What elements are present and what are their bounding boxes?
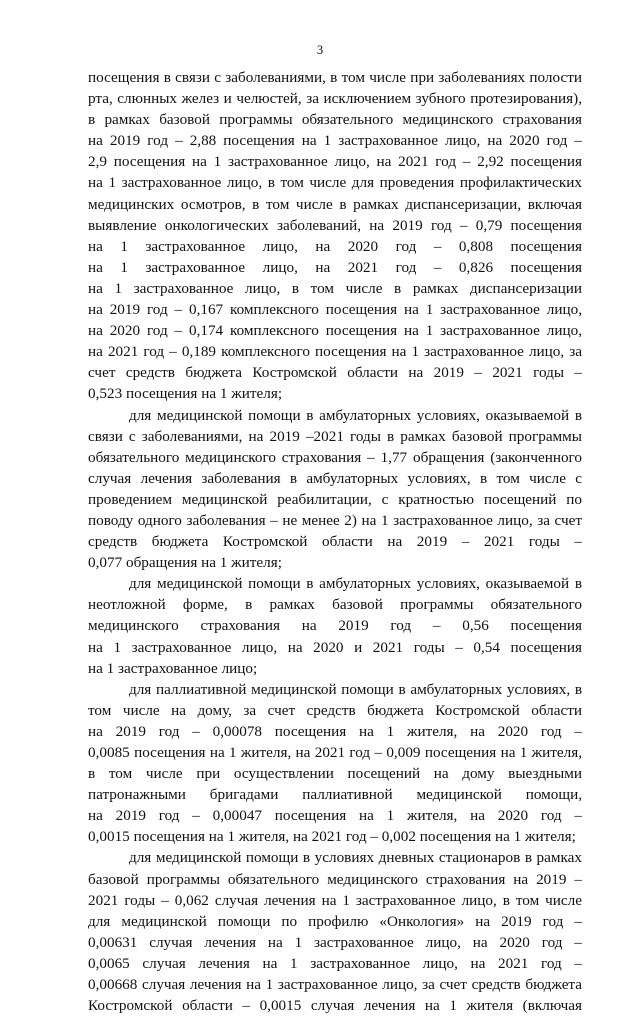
text-line: на 2019 год – 2,88 посещения на 1 застрахованное лицо, на 2020 год –	[88, 132, 582, 150]
text-line: обязательного медицинского страхования – 1,77 обращения (законченного	[88, 448, 582, 466]
text-line: неотложной форме, в рамках базовой программы обязательного	[88, 596, 582, 614]
text-line: на 2019 год – 0,00078 посещения на 1 жителя, на 2020 год –	[88, 722, 582, 740]
paragraph	[88, 847, 582, 1016]
text-line: на 2019 год – 0,167 комплексного посещения на 1 застрахованное лицо,	[88, 301, 582, 319]
text-line: рта, слюнных желез и челюстей, за исключением зубного протезирования),	[88, 90, 582, 108]
text-line: на 1 застрахованное лицо;	[88, 659, 258, 677]
text-line: счет средств бюджета Костромской области на 2019 – 2021 годы –	[88, 364, 582, 382]
text-line: на 1 застрахованное лицо, в том числе в рамках диспансеризации	[88, 279, 582, 297]
paragraph	[88, 405, 582, 574]
text-line: 0,077 обращения на 1 жителя;	[88, 554, 282, 572]
text-line: средств бюджета Костромской области на 2019 – 2021 годы –	[88, 533, 582, 551]
text-line: медицинских осмотров, в том числе в рамках диспансеризации, включая	[88, 195, 582, 213]
text-line: 0,00668 случая лечения на 1 застрахованное лицо, за счет средств бюджета	[88, 976, 582, 994]
text-line: на 1 застрахованное лицо, на 2020 год – 0,808 посещения	[88, 237, 582, 255]
page-number: 3	[316, 43, 324, 57]
text-line: на 1 застрахованное лицо, на 2021 год – 0,826 посещения	[88, 258, 582, 276]
text-line: 2021 годы – 0,062 случая лечения на 1 застрахованное лицо, в том числе	[88, 891, 582, 909]
paragraph	[88, 573, 582, 678]
text-line: 0,0065 случая лечения на 1 застрахованное лицо, на 2021 год –	[88, 954, 582, 972]
text-line: патронажными бригадами паллиативной медицинской помощи,	[88, 786, 582, 804]
text-line: для медицинской помощи в амбулаторных условиях, оказываемой в	[129, 406, 582, 424]
text-line: на 1 застрахованное лицо, в том числе для проведения профилактических	[88, 174, 582, 192]
paragraph	[88, 67, 582, 405]
text-line: для медицинской помощи в условиях дневных стационаров в рамках	[129, 849, 582, 867]
text-line: на 2020 год – 0,174 комплексного посещения на 1 застрахованное лицо,	[88, 322, 582, 340]
text-line: 2,9 посещения на 1 застрахованное лицо, на 2021 год – 2,92 посещения	[88, 153, 582, 171]
text-line: 0,0015 посещения на 1 жителя, на 2021 год – 0,002 посещения на 1 жителя;	[88, 828, 576, 846]
text-line: поводу одного заболевания – не менее 2) на 1 застрахованное лицо, за счет	[88, 511, 582, 529]
text-line: на 1 застрахованное лицо, на 2020 и 2021 годы – 0,54 посещения	[88, 638, 582, 656]
text-line: базовой программы обязательного медицинского страхования на 2019 –	[88, 870, 582, 888]
text-line: для медицинской помощи в амбулаторных условиях, оказываемой в	[129, 575, 582, 593]
text-line: проведением медицинской реабилитации, с кратностью посещений по	[88, 490, 582, 508]
paragraph	[88, 679, 582, 848]
text-line: случая лечения заболевания в амбулаторных условиях, в том числе с	[88, 469, 582, 487]
text-line: медицинского страхования на 2019 год – 0,56 посещения	[88, 617, 582, 635]
text-line: на 2021 год – 0,189 комплексного посещения на 1 застрахованное лицо, за	[88, 343, 582, 361]
text-line: 0,0085 посещения на 1 жителя, на 2021 год – 0,009 посещения на 1 жителя,	[88, 744, 582, 761]
text-line: посещения в связи с заболеваниями, в том числе при заболеваниях полости	[88, 69, 582, 86]
body-text	[88, 67, 582, 1016]
text-line: выявление онкологических заболеваний, на 2019 год – 0,79 посещения	[88, 216, 582, 234]
text-line: 0,523 посещения на 1 жителя;	[88, 385, 283, 403]
text-line: для медицинской помощи по профилю «Онкология» на 2019 год –	[88, 912, 582, 930]
text-line: на 2019 год – 0,00047 посещения на 1 жителя, на 2020 год –	[88, 807, 582, 825]
text-line: том числе на дому, за счет средств бюджета Костромской области	[88, 701, 582, 719]
text-line: связи с заболеваниями, на 2019 –2021 годы в рамках базовой программы	[88, 427, 582, 445]
text-line: для паллиативной медицинской помощи в амбулаторных условиях, в	[129, 680, 582, 698]
text-line: 0,00631 случая лечения на 1 застрахованное лицо, на 2020 год –	[88, 933, 582, 951]
text-line: в том числе при осуществлении посещений на дому выездными	[88, 765, 582, 783]
text-line: Костромской области – 0,0015 случая лечения на 1 жителя (включая	[88, 997, 582, 1015]
text-line: в рамках базовой программы обязательного медицинского страхования	[88, 111, 582, 129]
